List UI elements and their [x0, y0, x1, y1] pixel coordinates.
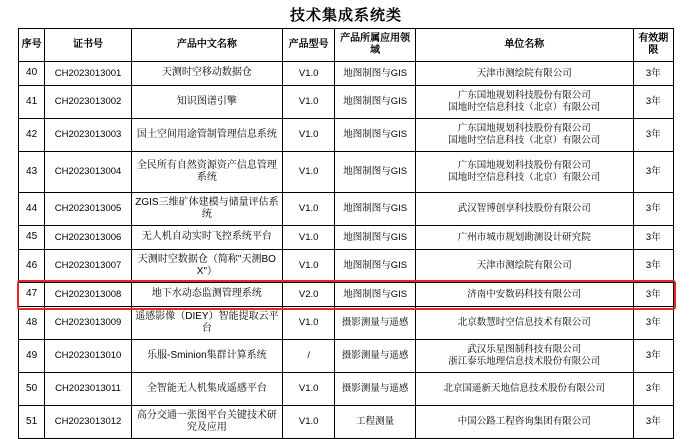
- cell-valid-period: 3年: [633, 86, 673, 119]
- cell-valid-period: 3年: [633, 119, 673, 152]
- cell-product-name: 知识图谱引擎: [131, 86, 282, 119]
- cell-model: V1.0: [282, 152, 334, 193]
- column-header-unit: 单位名称: [415, 29, 633, 62]
- table-header-row: [19, 29, 674, 62]
- cell-seq: 50: [19, 373, 45, 406]
- cell-seq: 41: [19, 86, 45, 119]
- cell-seq: 49: [19, 340, 45, 373]
- cell-application-field: 地图制图与GIS: [335, 86, 416, 119]
- cell-cert: CH2023013007: [45, 250, 132, 283]
- cell-application-field: 地图制图与GIS: [335, 250, 416, 283]
- products-table: [18, 28, 674, 439]
- cell-unit-name: 广州市城市规划勘测设计研究院: [415, 226, 633, 250]
- cell-model: V2.0: [282, 283, 334, 307]
- table-row: [19, 62, 674, 86]
- cell-cert: CH2023013009: [45, 307, 132, 340]
- cell-application-field: 摄影测量与遥感: [335, 307, 416, 340]
- cell-application-field: 地图制图与GIS: [335, 226, 416, 250]
- cell-unit-name: 天津市测绘院有限公司: [415, 62, 633, 86]
- column-header-cert: 证书号: [45, 29, 132, 62]
- cell-unit-name: 中国公路工程咨询集团有限公司: [415, 406, 633, 439]
- cell-unit-name: 广东国地规划科技股份有限公司 国地时空信息科技（北京）有限公司: [415, 152, 633, 193]
- cell-seq: 48: [19, 307, 45, 340]
- cell-valid-period: 3年: [633, 62, 673, 86]
- cell-application-field: 地图制图与GIS: [335, 119, 416, 152]
- cell-application-field: 摄影测量与遥感: [335, 340, 416, 373]
- cell-valid-period: 3年: [633, 250, 673, 283]
- column-header-valid: 有效期限: [633, 29, 673, 62]
- cell-product-name: 高分交通一张图平台关键技术研究及应用: [131, 406, 282, 439]
- table-row: [19, 226, 674, 250]
- cell-valid-period: 3年: [633, 152, 673, 193]
- cell-valid-period: 3年: [633, 307, 673, 340]
- cell-model: V1.0: [282, 226, 334, 250]
- table-row: [19, 250, 674, 283]
- page-title: 技术集成系统类: [289, 7, 402, 24]
- cell-seq: 47: [19, 283, 45, 307]
- table-row: [19, 340, 674, 373]
- cell-cert: CH2023013011: [45, 373, 132, 406]
- table-row: [19, 152, 674, 193]
- table-row: [19, 406, 674, 439]
- cell-model: V1.0: [282, 373, 334, 406]
- table-body: [19, 62, 674, 439]
- cell-application-field: 地图制图与GIS: [335, 283, 416, 307]
- cell-cert: CH2023013005: [45, 193, 132, 226]
- cell-unit-name: 天津市测绘院有限公司: [415, 250, 633, 283]
- cell-product-name: 地下水动态监测管理系统: [131, 283, 282, 307]
- cell-valid-period: 3年: [633, 406, 673, 439]
- cell-valid-period: 3年: [633, 193, 673, 226]
- cell-unit-name: 武汉乐星图制科技有限公司 浙江泰乐地理信息技术股份有限公司: [415, 340, 633, 373]
- cell-cert: CH2023013003: [45, 119, 132, 152]
- column-header-model: 产品型号: [282, 29, 334, 62]
- cell-cert: CH2023013004: [45, 152, 132, 193]
- cell-cert: CH2023013010: [45, 340, 132, 373]
- cell-model: V1.0: [282, 250, 334, 283]
- cell-product-name: 乐服-Sminion集群计算系统: [131, 340, 282, 373]
- cell-model: V1.0: [282, 62, 334, 86]
- cell-valid-period: 3年: [633, 373, 673, 406]
- cell-model: V1.0: [282, 193, 334, 226]
- cell-model: V1.0: [282, 86, 334, 119]
- cell-seq: 42: [19, 119, 45, 152]
- cell-product-name: 国土空间用途管制管理信息系统: [131, 119, 282, 152]
- table-row: [19, 86, 674, 119]
- cell-product-name: 天测时空移动数据仓: [131, 62, 282, 86]
- cell-seq: 46: [19, 250, 45, 283]
- cell-model: V1.0: [282, 406, 334, 439]
- cell-seq: 51: [19, 406, 45, 439]
- column-header-seq: 序号: [19, 29, 45, 62]
- cell-product-name: 全智能无人机集成遥感平台: [131, 373, 282, 406]
- cell-cert: CH2023013001: [45, 62, 132, 86]
- cell-unit-name: 广东国地规划科技股份有限公司 国地时空信息科技（北京）有限公司: [415, 119, 633, 152]
- cell-unit-name: 广东国地规划科技股份有限公司 国地时空信息科技（北京）有限公司: [415, 86, 633, 119]
- table-row: [19, 283, 674, 307]
- cell-product-name: 天测时空数据仓（简称"天测BOX"）: [131, 250, 282, 283]
- cell-application-field: 工程测量: [335, 406, 416, 439]
- cell-product-name: 全民所有自然资源资产信息管理系统: [131, 152, 282, 193]
- cell-unit-name: 武汉智博创享科技股份有限公司: [415, 193, 633, 226]
- table-container: [18, 28, 674, 439]
- cell-model: V1.0: [282, 307, 334, 340]
- table-row: [19, 193, 674, 226]
- cell-unit-name: 济南中安数码科技有限公司: [415, 283, 633, 307]
- cell-model: V1.0: [282, 119, 334, 152]
- cell-product-name: 无人机自动实时飞控系统平台: [131, 226, 282, 250]
- table-row: [19, 307, 674, 340]
- cell-seq: 45: [19, 226, 45, 250]
- cell-application-field: 摄影测量与遥感: [335, 373, 416, 406]
- column-header-name: 产品中文名称: [131, 29, 282, 62]
- cell-seq: 44: [19, 193, 45, 226]
- cell-valid-period: 3年: [633, 226, 673, 250]
- cell-cert: CH2023013002: [45, 86, 132, 119]
- cell-model: /: [282, 340, 334, 373]
- cell-product-name: 遥感影像（DIEY）智能提取云平台: [131, 307, 282, 340]
- cell-application-field: 地图制图与GIS: [335, 152, 416, 193]
- cell-application-field: 地图制图与GIS: [335, 62, 416, 86]
- cell-seq: 40: [19, 62, 45, 86]
- cell-product-name: ZGIS三维矿体建模与储量评估系统: [131, 193, 282, 226]
- table-row: [19, 119, 674, 152]
- table-row: [19, 373, 674, 406]
- cell-unit-name: 北京数慧时空信息技术有限公司: [415, 307, 633, 340]
- cell-cert: CH2023013008: [45, 283, 132, 307]
- cell-application-field: 地图制图与GIS: [335, 193, 416, 226]
- cell-seq: 43: [19, 152, 45, 193]
- cell-valid-period: 3年: [633, 283, 673, 307]
- cell-cert: CH2023013012: [45, 406, 132, 439]
- cell-unit-name: 北京国遥新天地信息技术股份有限公司: [415, 373, 633, 406]
- cell-cert: CH2023013006: [45, 226, 132, 250]
- cell-valid-period: 3年: [633, 340, 673, 373]
- column-header-field: 产品所属应用领域: [335, 29, 416, 62]
